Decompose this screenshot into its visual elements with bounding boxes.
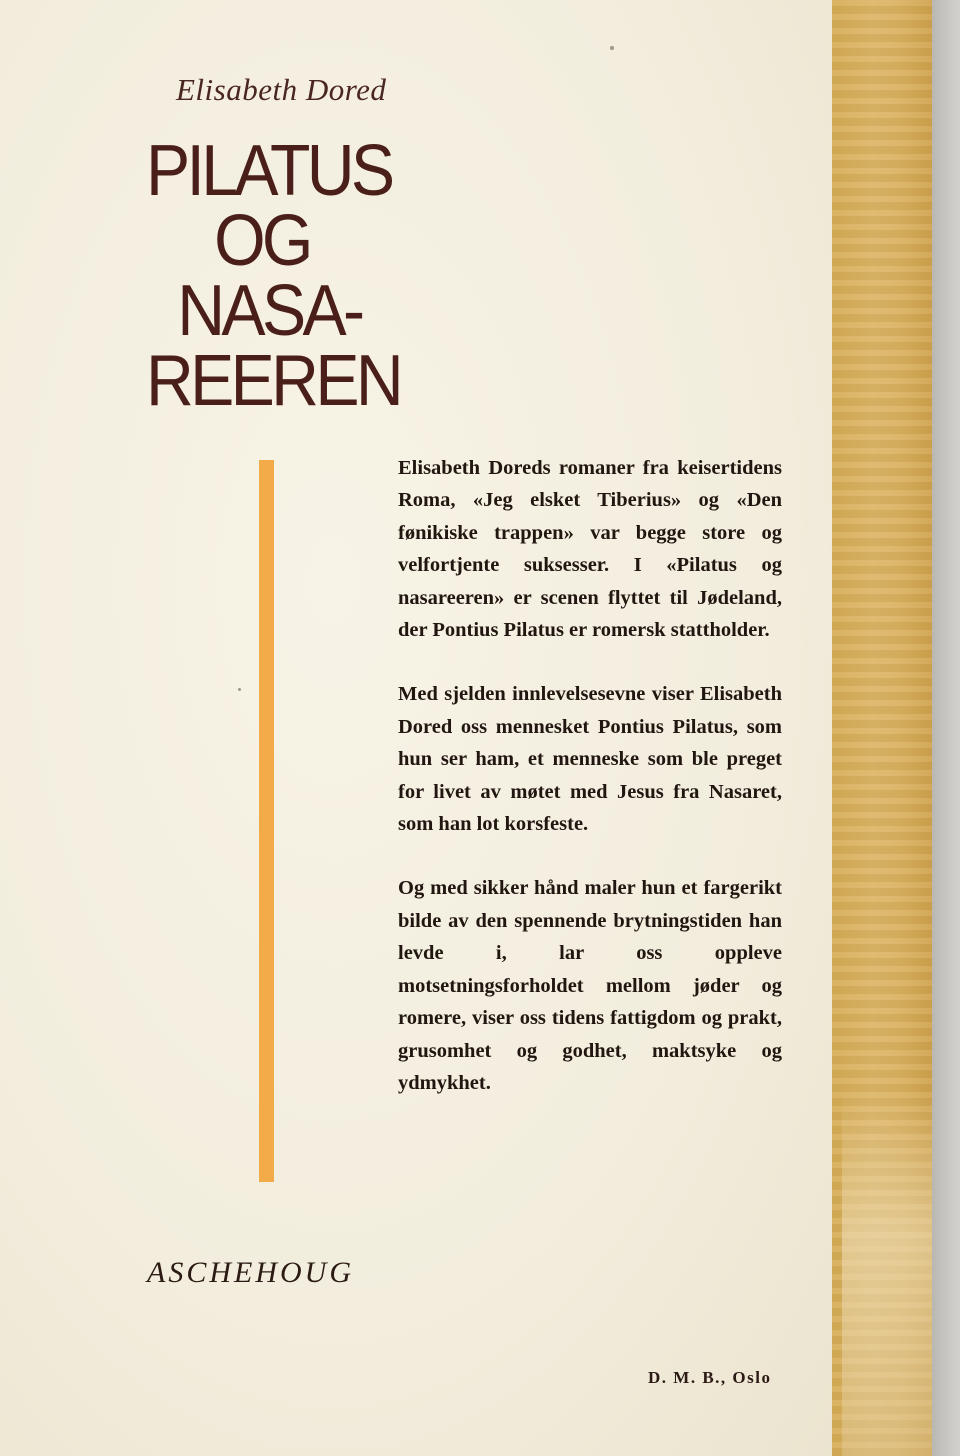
- blurb-paragraph: Elisabeth Doreds romaner fra keisertidens Roma, «Jeg elsket Tiberius» og «Den fønikiske trappen» var begge store og velfortjente suksesser. I «Pilatus og nasareeren» er scenen flyttet til Jødeland, der Pontius Pilatus er romersk stattholder.: [398, 457, 782, 642]
- blurb-paragraph: Og med sikker hånd maler hun et fargerikt bilde av den spennende brytningstiden han levde i, lar oss oppleve motsetningsforholdet mellom jøder og romere, viser oss tidens fattigdom og prakt, grusomhet og godhet, maktsyke og ydmykhet.: [398, 877, 782, 1094]
- publisher-name: ASCHEHOUG: [147, 1256, 354, 1289]
- title-line: PILATUS: [146, 131, 392, 211]
- author-name: Elisabeth Dored: [176, 72, 387, 107]
- speck: [238, 688, 241, 691]
- speck: [610, 46, 614, 50]
- spine-wear: [842, 1090, 932, 1456]
- title-line: OG: [214, 201, 310, 281]
- title-line: NASA-: [177, 271, 362, 351]
- blurb-paragraph: Med sjelden innlevelsesevne viser Elisabeth Dored oss mennesket Pontius Pilatus, som hun ser ham, et menneske som ble preget for livet av møtet med Jesus fra Nasaret, som han lot korsfeste.: [398, 683, 782, 836]
- book-title: [146, 131, 400, 421]
- accent-bar: [259, 460, 274, 1182]
- page-edge: [932, 0, 960, 1456]
- blurb-text: [398, 452, 782, 1131]
- printer-credit: D. M. B., Oslo: [648, 1368, 772, 1387]
- title-line: REEREN: [146, 341, 400, 421]
